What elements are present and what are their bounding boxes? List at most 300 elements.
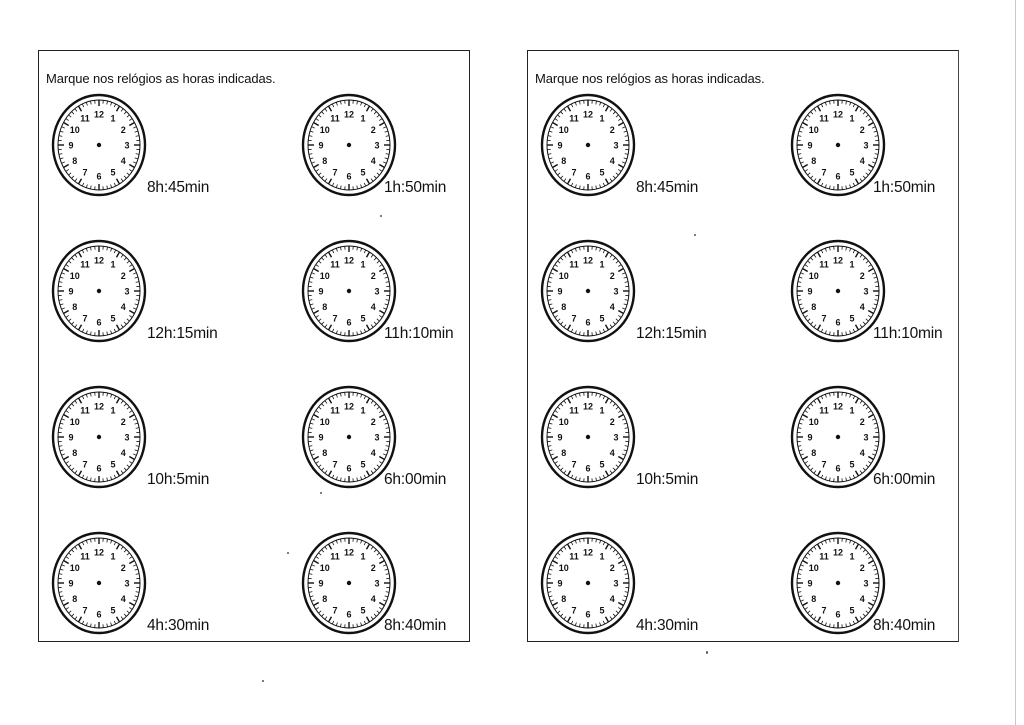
minute-tick: [310, 596, 313, 597]
minute-tick: [549, 450, 552, 451]
minute-tick: [133, 565, 136, 566]
minute-tick: [618, 557, 621, 559]
minute-tick: [610, 109, 612, 112]
clock-numeral: 11: [80, 551, 90, 562]
minute-tick: [625, 282, 628, 283]
clock-numeral: 7: [571, 459, 577, 470]
minute-tick: [808, 553, 811, 555]
minute-tick: [129, 123, 134, 126]
clock-numeral: 5: [849, 167, 855, 178]
minute-tick: [610, 471, 612, 474]
minute-tick: [618, 561, 623, 564]
minute-tick: [313, 457, 318, 460]
instruction-text: Marque nos relógios as horas indicadas.: [46, 71, 276, 86]
minute-tick: [129, 603, 134, 606]
minute-tick: [386, 282, 389, 283]
minute-tick: [310, 450, 313, 451]
minute-tick: [86, 622, 87, 625]
time-label: 8h:45min: [636, 179, 699, 196]
clock-numeral: 1: [849, 113, 855, 124]
minute-tick: [808, 407, 811, 409]
clock-numeral: 8: [72, 156, 78, 166]
minute-tick: [866, 465, 869, 467]
clock-numeral: 8: [322, 302, 328, 312]
clock-numeral: 8: [561, 594, 567, 604]
minute-tick: [825, 248, 826, 251]
minute-tick: [322, 176, 324, 179]
minute-tick: [129, 411, 132, 413]
minute-tick: [129, 561, 134, 564]
minute-tick: [319, 407, 322, 409]
minute-tick: [799, 304, 802, 305]
clock-numeral: 5: [599, 605, 605, 616]
minute-tick: [818, 617, 821, 622]
minute-tick: [575, 622, 576, 625]
minute-tick: [552, 415, 557, 418]
minute-tick: [361, 394, 362, 397]
minute-tick: [79, 471, 82, 476]
minute-tick: [329, 617, 332, 622]
minute-tick: [367, 471, 370, 476]
minute-tick: [579, 478, 580, 481]
clock-numeral: 8: [322, 448, 328, 458]
minute-tick: [114, 104, 115, 107]
time-label: 11h:10min: [873, 325, 943, 342]
minute-tick: [82, 475, 83, 478]
minute-tick: [129, 607, 132, 609]
minute-tick: [863, 176, 865, 179]
minute-tick: [606, 325, 609, 330]
minute-tick: [805, 265, 808, 267]
clock-numeral: 6: [585, 171, 591, 182]
clock-numeral: 3: [124, 432, 130, 443]
minute-tick: [129, 415, 134, 418]
minute-tick: [367, 325, 370, 330]
minute-tick: [551, 127, 554, 128]
clock-numeral: 6: [835, 171, 841, 182]
clock-numeral: 7: [571, 167, 577, 178]
minute-tick: [316, 315, 319, 317]
minute-tick: [564, 109, 566, 112]
minute-tick: [811, 322, 813, 325]
clock-numeral: 12: [343, 401, 355, 412]
minute-tick: [72, 614, 74, 617]
clock-center-dot: [586, 435, 590, 439]
minute-tick: [316, 607, 319, 609]
minute-tick: [361, 102, 362, 105]
minute-tick: [371, 401, 373, 404]
minute-tick: [850, 184, 851, 187]
minute-tick: [853, 542, 854, 545]
minute-tick: [322, 112, 324, 115]
clock-numeral: 2: [370, 271, 376, 281]
minute-tick: [313, 415, 318, 418]
minute-tick: [853, 475, 854, 478]
time-label: 4h:30min: [636, 617, 699, 634]
minute-tick: [575, 102, 576, 105]
minute-tick: [383, 308, 386, 309]
minute-tick: [377, 465, 380, 467]
minute-tick: [568, 617, 571, 622]
clock-numeral: 5: [110, 313, 116, 324]
minute-tick: [571, 250, 572, 253]
minute-tick: [329, 106, 332, 111]
clock-face[interactable]: [51, 385, 151, 495]
minute-tick: [600, 476, 601, 479]
minute-tick: [69, 407, 72, 409]
minute-tick: [325, 471, 327, 474]
clock-face[interactable]: [540, 239, 640, 349]
minute-tick: [805, 461, 808, 463]
minute-tick: [386, 428, 389, 429]
minute-tick: [618, 607, 621, 609]
minute-tick: [127, 611, 130, 613]
minute-tick: [385, 304, 388, 305]
minute-tick: [379, 557, 382, 559]
minute-tick: [62, 600, 65, 601]
clock-exercise: [51, 385, 251, 495]
clock-numeral: 2: [370, 125, 376, 135]
minute-tick: [66, 169, 69, 171]
clock-numeral: 11: [819, 113, 829, 124]
minute-tick: [552, 165, 557, 168]
minute-tick: [564, 325, 566, 328]
minute-tick: [309, 428, 312, 429]
clock-numeral: 1: [110, 405, 116, 416]
clock-numeral: 9: [807, 578, 813, 589]
minute-tick: [616, 115, 619, 117]
minute-tick: [610, 547, 612, 550]
minute-tick: [312, 565, 315, 566]
minute-tick: [75, 255, 77, 258]
minute-tick: [571, 396, 572, 399]
minute-tick: [799, 277, 802, 278]
minute-tick: [564, 255, 566, 258]
clock-numeral: 1: [360, 551, 366, 562]
minute-tick: [90, 247, 91, 250]
clock-numeral: 8: [561, 448, 567, 458]
minute-tick: [127, 407, 130, 409]
minute-tick: [814, 471, 816, 474]
minute-tick: [322, 550, 324, 553]
minute-tick: [575, 184, 576, 187]
minute-tick: [60, 158, 63, 159]
minute-tick: [63, 603, 68, 606]
minute-tick: [90, 332, 91, 335]
minute-tick: [69, 173, 72, 175]
clock-numeral: 12: [343, 547, 355, 558]
minute-tick: [329, 398, 332, 403]
clock-numeral: 5: [360, 167, 366, 178]
minute-tick: [129, 457, 134, 460]
minute-tick: [808, 611, 811, 613]
minute-tick: [371, 547, 373, 550]
minute-tick: [568, 325, 571, 330]
minute-tick: [625, 428, 628, 429]
clock-numeral: 9: [318, 286, 324, 297]
minute-tick: [60, 131, 63, 132]
clock-exercise: [51, 239, 251, 349]
clock-numeral: 12: [343, 255, 355, 266]
minute-tick: [60, 423, 63, 424]
clock-numeral: 7: [571, 605, 577, 616]
minute-tick: [340, 247, 341, 250]
minute-tick: [329, 179, 332, 184]
minute-tick: [121, 325, 123, 328]
minute-tick: [361, 330, 362, 333]
minute-tick: [374, 176, 376, 179]
minute-tick: [850, 540, 851, 543]
minute-tick: [579, 539, 580, 542]
minute-tick: [66, 461, 69, 463]
clock-numeral: 4: [859, 594, 865, 604]
clock-face[interactable]: [540, 385, 640, 495]
clock-numeral: 10: [558, 563, 569, 573]
minute-tick: [312, 127, 315, 128]
clock-numeral: 1: [110, 259, 116, 270]
minute-tick: [805, 607, 808, 609]
scan-speck: [706, 651, 708, 654]
minute-tick: [856, 471, 859, 476]
clock-numeral: 5: [599, 459, 605, 470]
clock-numeral: 1: [599, 405, 605, 416]
clock-numeral: 9: [807, 140, 813, 151]
minute-tick: [79, 325, 82, 330]
minute-tick: [136, 154, 139, 155]
minute-tick: [75, 547, 77, 550]
minute-tick: [111, 540, 112, 543]
minute-tick: [75, 179, 77, 182]
minute-tick: [329, 252, 332, 257]
minute-tick: [818, 398, 821, 403]
minute-tick: [613, 550, 615, 553]
clock-exercise: [301, 239, 501, 349]
minute-tick: [136, 428, 139, 429]
minute-tick: [811, 404, 813, 407]
minute-tick: [340, 624, 341, 627]
minute-tick: [86, 540, 87, 543]
minute-tick: [596, 478, 597, 481]
clock-numeral: 5: [360, 313, 366, 324]
minute-tick: [379, 265, 382, 267]
clock-center-dot: [97, 435, 101, 439]
minute-tick: [551, 565, 554, 566]
minute-tick: [86, 394, 87, 397]
minute-tick: [107, 393, 108, 396]
minute-tick: [875, 428, 878, 429]
minute-tick: [575, 394, 576, 397]
minute-tick: [62, 454, 65, 455]
minute-tick: [555, 411, 558, 413]
minute-tick: [127, 173, 130, 175]
minute-tick: [90, 539, 91, 542]
minute-tick: [325, 401, 327, 404]
minute-tick: [117, 179, 120, 184]
minute-tick: [111, 622, 112, 625]
minute-tick: [558, 261, 561, 263]
minute-tick: [616, 261, 619, 263]
clock-numeral: 3: [613, 432, 619, 443]
minute-tick: [133, 454, 136, 455]
minute-tick: [107, 101, 108, 104]
clock-numeral: 11: [80, 113, 90, 124]
minute-tick: [829, 186, 830, 189]
clock-face[interactable]: [51, 531, 151, 641]
minute-tick: [622, 565, 625, 566]
minute-tick: [66, 265, 69, 267]
minute-tick: [618, 311, 623, 314]
time-label: 8h:40min: [873, 617, 936, 634]
clock-numeral: 1: [599, 113, 605, 124]
minute-tick: [624, 158, 627, 159]
minute-tick: [379, 457, 384, 460]
clock-center-dot: [836, 289, 840, 293]
clock-numeral: 7: [821, 605, 827, 616]
minute-tick: [66, 315, 69, 317]
minute-tick: [367, 252, 370, 257]
minute-tick: [361, 622, 362, 625]
minute-tick: [361, 184, 362, 187]
minute-tick: [625, 300, 628, 301]
minute-tick: [357, 247, 358, 250]
minute-tick: [312, 419, 315, 420]
minute-tick: [808, 465, 811, 467]
clock-numeral: 6: [96, 171, 102, 182]
minute-tick: [340, 478, 341, 481]
minute-tick: [622, 308, 625, 309]
minute-tick: [600, 248, 601, 251]
minute-tick: [616, 611, 619, 613]
minute-tick: [811, 614, 813, 617]
minute-tick: [622, 419, 625, 420]
clock-exercise: [301, 531, 501, 641]
minute-tick: [548, 154, 551, 155]
minute-tick: [325, 617, 327, 620]
minute-tick: [616, 465, 619, 467]
minute-tick: [133, 127, 136, 128]
minute-tick: [357, 539, 358, 542]
minute-tick: [571, 621, 572, 624]
minute-tick: [135, 277, 138, 278]
minute-tick: [379, 461, 382, 463]
minute-tick: [868, 603, 873, 606]
minute-tick: [66, 411, 69, 413]
clock-face[interactable]: [540, 93, 640, 203]
minute-tick: [850, 102, 851, 105]
minute-tick: [868, 311, 873, 314]
minute-tick: [72, 404, 74, 407]
minute-tick: [385, 131, 388, 132]
minute-tick: [802, 561, 807, 564]
minute-tick: [309, 446, 312, 447]
clock-numeral: 8: [811, 594, 817, 604]
minute-tick: [829, 624, 830, 627]
clock-face[interactable]: [540, 531, 640, 641]
minute-tick: [866, 407, 869, 409]
minute-tick: [561, 404, 563, 407]
minute-tick: [802, 457, 807, 460]
minute-tick: [866, 611, 869, 613]
minute-tick: [805, 169, 808, 171]
minute-tick: [377, 553, 380, 555]
minute-tick: [863, 468, 865, 471]
minute-tick: [75, 401, 77, 404]
minute-tick: [575, 330, 576, 333]
minute-tick: [127, 319, 130, 321]
minute-tick: [117, 544, 120, 549]
minute-tick: [86, 102, 87, 105]
minute-tick: [600, 102, 601, 105]
minute-tick: [868, 269, 873, 272]
minute-tick: [846, 247, 847, 250]
clock-numeral: 2: [120, 563, 126, 573]
minute-tick: [86, 330, 87, 333]
minute-tick: [385, 569, 388, 570]
time-label: 10h:5min: [636, 471, 699, 488]
minute-tick: [829, 332, 830, 335]
clock-numeral: 6: [346, 609, 352, 620]
minute-tick: [325, 179, 327, 182]
minute-tick: [874, 131, 877, 132]
minute-tick: [600, 394, 601, 397]
clock-numeral: 2: [859, 417, 865, 427]
minute-tick: [319, 173, 322, 175]
minute-tick: [340, 332, 341, 335]
minute-tick: [874, 423, 877, 424]
minute-tick: [364, 396, 365, 399]
minute-tick: [136, 136, 139, 137]
clock-face[interactable]: [51, 93, 151, 203]
minute-tick: [549, 569, 552, 570]
minute-tick: [808, 173, 811, 175]
minute-tick: [69, 611, 72, 613]
minute-tick: [825, 476, 826, 479]
minute-tick: [121, 617, 123, 620]
minute-tick: [548, 446, 551, 447]
clock-face[interactable]: [51, 239, 151, 349]
minute-tick: [798, 282, 801, 283]
minute-tick: [129, 119, 132, 121]
minute-tick: [312, 454, 315, 455]
clock-numeral: 3: [374, 140, 380, 151]
minute-tick: [59, 282, 62, 283]
minute-tick: [825, 102, 826, 105]
minute-tick: [79, 106, 82, 111]
clock-numeral: 10: [808, 271, 819, 281]
minute-tick: [357, 332, 358, 335]
minute-tick: [367, 544, 370, 549]
minute-tick: [850, 622, 851, 625]
minute-tick: [868, 123, 873, 126]
minute-tick: [379, 415, 384, 418]
minute-tick: [821, 396, 822, 399]
minute-tick: [319, 261, 322, 263]
minute-tick: [310, 304, 313, 305]
minute-tick: [622, 600, 625, 601]
minute-tick: [872, 127, 875, 128]
clock-numeral: 6: [346, 317, 352, 328]
clock-numeral: 11: [819, 405, 829, 416]
clock-numeral: 10: [319, 417, 330, 427]
minute-tick: [62, 127, 65, 128]
minute-tick: [558, 319, 561, 321]
minute-tick: [618, 123, 623, 126]
minute-tick: [799, 158, 802, 159]
clock-numeral: 2: [609, 125, 615, 135]
clock-numeral: 4: [120, 448, 126, 458]
minute-tick: [805, 557, 808, 559]
minute-tick: [866, 261, 869, 263]
